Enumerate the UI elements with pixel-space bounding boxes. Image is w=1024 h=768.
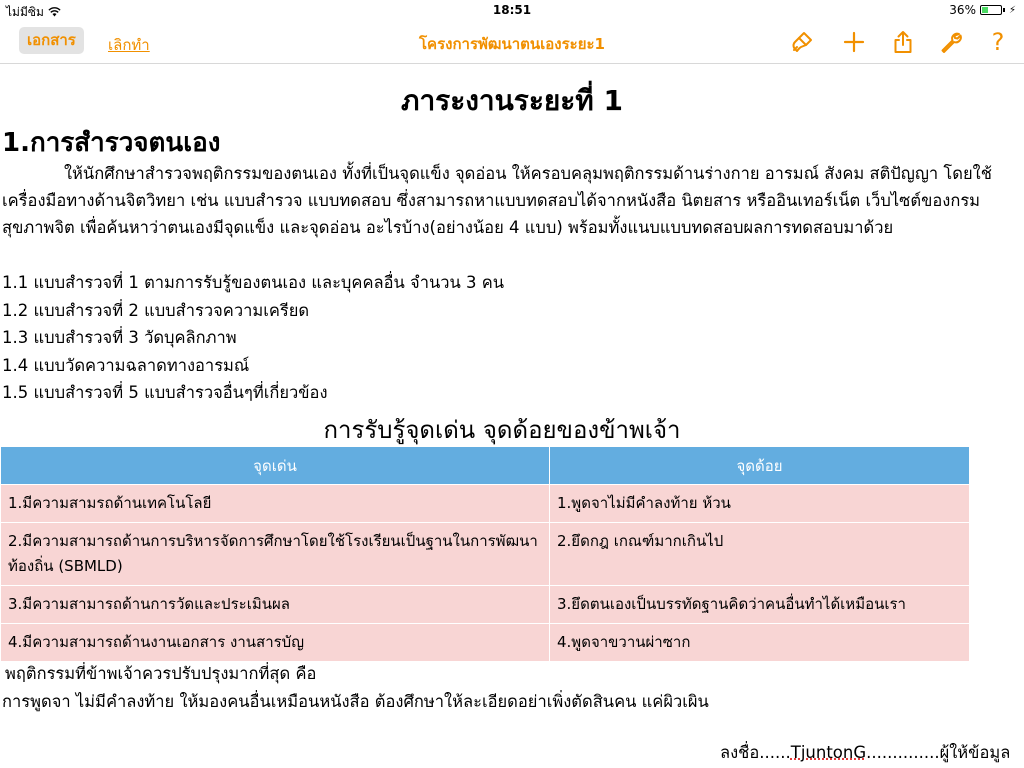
list-item: 1.2 แบบสำรวจที่ 2 แบบสำรวจความเครียด — [2, 300, 310, 320]
table-row — [1, 485, 970, 523]
table-cell: 4.มีความสามารถด้านงานเอกสาร งานสารบัญ — [1, 624, 550, 662]
improvement-text: การพูดจา ไม่มีคำลงท้าย ให้มองคนอื่นเหมือนหนังสือ ต้องศึกษาให้ละเอียดอย่าเพิ่งตัดสินคน แค่ผิวเผิน — [2, 692, 709, 711]
table-cell: 2.ยึดกฎ เกณฑ์มากเกินไป — [550, 523, 970, 586]
battery-level-fill — [982, 7, 988, 13]
list-item: 1.3 แบบสำรวจที่ 3 วัดบุคลิกภาพ — [2, 328, 237, 347]
table-cell: 1.พูดจาไม่มีคำลงท้าย ห้วน — [550, 485, 970, 523]
table-title: การรับรู้จุดเด่น จุดด้อยของข้าพเจ้า — [323, 416, 681, 444]
documents-button[interactable]: เอกสาร — [19, 27, 84, 54]
list-item: 1.1 แบบสำรวจที่ 1 ตามการรับรู้ของตนเอง และบุคคลอื่น จำนวน 3 คน — [2, 273, 505, 292]
table-header-row — [1, 447, 970, 485]
wrench-icon[interactable] — [938, 29, 964, 55]
table-cell: 3.มีความสามารถด้านการวัดและประเมินผล — [1, 586, 550, 624]
battery-tip — [1003, 8, 1005, 12]
battery-icon — [980, 5, 1002, 15]
clock: 18:51 — [492, 3, 532, 17]
status-bar — [0, 0, 1024, 20]
document-canvas[interactable] — [0, 64, 1024, 768]
column-header-strengths: จุดเด่น — [1, 447, 550, 485]
carrier-label: ไม่มีซิม — [6, 5, 44, 19]
table-row — [1, 586, 970, 624]
section-title: 1.การสำรวจตนเอง — [2, 128, 221, 158]
signature-name: TjuntonG — [790, 743, 867, 762]
share-icon[interactable] — [890, 29, 916, 55]
improvement-label: พฤติกรรมที่ข้าพเจ้าควรปรับปรุงมากที่สุด คือ — [5, 664, 317, 683]
format-brush-icon[interactable] — [789, 29, 815, 55]
table-cell: 1.มีความสามรถด้านเทคโนโลยี — [1, 485, 550, 523]
help-icon[interactable]: ? — [991, 28, 1005, 56]
plus-icon[interactable] — [841, 29, 867, 55]
status-right — [949, 3, 1016, 17]
table-cell: 4.พูดจาขวานผ่าซาก — [550, 624, 970, 662]
table-row — [1, 624, 970, 662]
table-cell: 2.มีความสามารถด้านการบริหารจัดการศึกษาโดยใช้โรงเรียนเป็นฐานในการพัฒนาท้องถิ่น (SBMLD) — [1, 523, 550, 586]
column-header-weaknesses: จุดด้อย — [550, 447, 970, 485]
document-title: โครงการพัฒนาตนเองระยะ1 — [419, 35, 605, 53]
signature-prefix: ลงชื่อ...... — [720, 743, 791, 762]
survey-list — [2, 269, 504, 407]
table-row — [1, 523, 970, 586]
toolbar — [0, 20, 1024, 64]
strengths-weaknesses-table — [0, 446, 970, 662]
instructions-paragraph: ให้นักศึกษาสำรวจพฤติกรรมของตนเอง ทั้งที่เป็นจุดแข็ง จุดอ่อน ให้ครอบคลุมพฤติกรรมด้านร่างกาย อารมณ์ สังคม สติปัญญา โดยใช้เครื่องมือทางด้านจิตวิทยา เช่น แบบสำรวจ แบบทดสอบ ซึ่งสามารถหาแบบทดสอบได้จากหนังสือ นิตยสาร หรืออินเทอร์เน็ต เว็บไซต์ของกรมสุขภาพจิต เพื่อค้นหาว่าตนเองมีจุดแข็ง และจุดอ่อน อะไรบ้าง(อย่างน้อย 4 แบบ) พร้อมทั้งแนบแบบทดสอบผลการทดสอบมาด้วย — [2, 164, 992, 237]
undo-button[interactable]: เลิกทำ — [108, 36, 150, 54]
battery-percent: 36% — [949, 3, 976, 17]
document-heading: ภาระงานระยะที่ 1 — [400, 84, 623, 117]
signature-line — [720, 740, 1010, 766]
list-item: 1.5 แบบสำรวจที่ 5 แบบสำรวจอื่นๆที่เกี่ยวข้อง — [2, 383, 328, 402]
table-cell: 3.ยึดตนเองเป็นบรรทัดฐานคิดว่าคนอื่นทำได้เหมือนเรา — [550, 586, 970, 624]
list-item: 1.4 แบบวัดความฉลาดทางอารมณ์ — [2, 355, 250, 375]
signature-suffix: ..............ผู้ให้ข้อมูล — [866, 743, 1011, 762]
charging-bolt-icon: ⚡ — [1008, 4, 1016, 16]
